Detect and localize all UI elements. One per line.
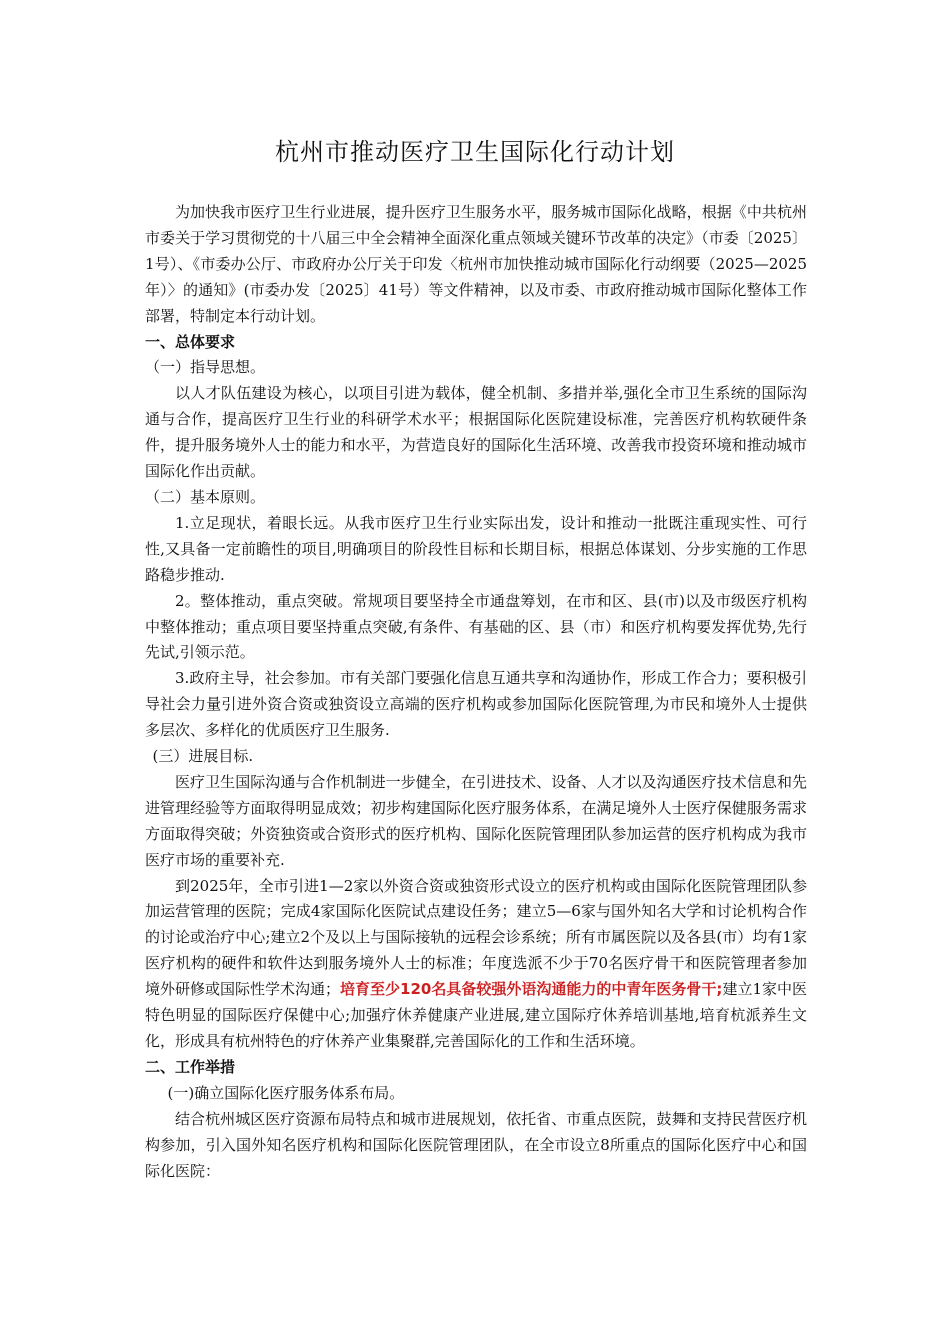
subheading-basic-principles: （二）基本原则。 [145, 487, 266, 506]
subheading-goals: (三）进展目标. [152, 747, 254, 766]
highlighted-target: 培育至少120名具备较强外语沟通能力的中青年医务骨干; [340, 980, 723, 999]
subheading-service-layout: (一)确立国际化医疗服务体系布局。 [167, 1083, 405, 1102]
section-heading-general-requirements: 一、总体要求 [145, 332, 236, 351]
targets-text-start: 到2025年，全市引进1—2家以外资合资或独资形式设立的医疗机构或由国际化医院管理团队参加运营管理的医院；完成4家国际化医院试点建设任务；建立5—6家与国外知名大学和讨论机构合作的讨论或治疗中心;建立2个及以上与国际接轨的远程会诊系统；所有市属医院以及各县(市）均有1家医疗机构的硬件和软件达到服务境外人士的标准；年度选派不少于70名医疗骨干和医院管理者参加境外研修或国际性学术沟通； [145, 876, 807, 999]
paragraph-principle-2: 2。整体推动，重点突破。常规项目要坚持全市通盘筹划，在市和区、县(市)以及市级医疗机构中整体推动；重点项目要坚持重点突破,有条件、有基础的区、县（市）和医疗机构要发挥优势,先行先试,引领示范。 [145, 591, 807, 662]
paragraph-service-layout: 结合杭州城区医疗资源布局特点和城市进展规划，依托省、市重点医院，鼓舞和支持民营医疗机构参加，引入国外知名医疗机构和国际化医院管理团队，在全市设立8所重点的国际化医疗中心和国际化医院： [145, 1109, 807, 1180]
paragraph-guiding-ideology: 以人才队伍建设为核心，以项目引进为载体，健全机制、多措并举,强化全市卫生系统的国际沟通与合作，提高医疗卫生行业的科研学术水平；根据国际化医院建设标准，完善医疗机构软硬件条件，提升服务境外人士的能力和水平，为营造良好的国际化生活环境、改善我市投资环境和推动城市国际化作出贡献。 [145, 384, 807, 481]
subheading-guiding-ideology: （一）指导思想。 [145, 358, 266, 377]
document-body [145, 200, 807, 1184]
section-heading-work-measures: 二、工作举措 [145, 1057, 236, 1076]
targets-text-end: 建立1家中医特色明显的国际医疗保健中心;加强疗休养健康产业进展,建立国际疗休养培训基地,培育杭派养生文化，形成具有杭州特色的疗休养产业集聚群,完善国际化的工作和生活环境。 [145, 980, 807, 1050]
paragraph-goals: 医疗卫生国际沟通与合作机制进一步健全，在引进技术、设备、人才以及沟通医疗技术信息和先进管理经验等方面取得明显成效；初步构建国际化医疗服务体系，在满足境外人士医疗保健服务需求方面取得突破；外资独资或合资形式的医疗机构、国际化医院管理团队参加运营的医疗机构成为我市医疗市场的重要补充. [145, 772, 807, 869]
document-title: 杭州市推动医疗卫生国际化行动计划 [275, 138, 675, 166]
paragraph-principle-3: 3.政府主导，社会参加。市有关部门要强化信息互通共享和沟通协作，形成工作合力；要积极引导社会力量引进外资合资或独资设立高端的医疗机构或参加国际化医院管理,为市民和境外人士提供多层次、多样化的优质医疗卫生服务. [145, 669, 807, 740]
paragraph-2025-targets [145, 874, 807, 1055]
intro-paragraph: 为加快我市医疗卫生行业进展，提升医疗卫生服务水平，服务城市国际化战略，根据《中共杭州市委关于学习贯彻党的十八届三中全会精神全面深化重点领域关键环节改革的决定》（市委〔2025〕1号）、《市委办公厅、市政府办公厅关于印发〈杭州市加快推动城市国际化行动纲要（2025—2025年）〉的通知》(市委办发〔2025〕41号）等文件精神，以及市委、市政府推动城市国际化整体工作部署，特制定本行动计划。 [145, 203, 807, 325]
paragraph-principle-1: 1.立足现状，着眼长远。从我市医疗卫生行业实际出发，设计和推动一批既注重现实性、可行性,又具备一定前瞻性的项目,明确项目的阶段性目标和长期目标，根据总体谋划、分步实施的工作思路稳步推动. [145, 513, 807, 584]
